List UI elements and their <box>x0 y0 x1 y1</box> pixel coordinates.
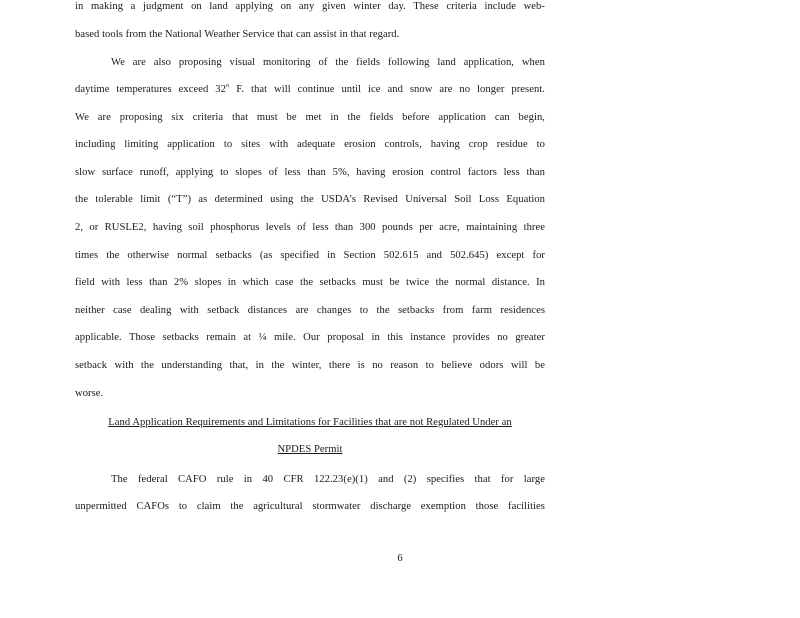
body-line: based tools from the National Weather Service that can assist in that regard. <box>75 29 400 40</box>
section-heading <box>75 443 545 457</box>
body-line: The federal CAFO rule in 40 CFR 122.23(e)(1) and (2) specifies that for large <box>111 474 545 485</box>
body-line: the tolerable limit (“T”) as determined using the USDA’s Revised Universal Soil Loss Equation <box>75 194 545 205</box>
body-line: worse. <box>75 388 104 399</box>
body-line: We are also proposing visual monitoring of the fields following land application, when <box>111 57 545 68</box>
section-heading-line1: Land Application Requirements and Limitations for Facilities that are not Regulated Under an <box>108 417 512 428</box>
body-line: 2, or RUSLE2, having soil phosphorus levels of less than 300 pounds per acre, maintaining three <box>75 222 545 233</box>
body-line: unpermitted CAFOs to claim the agricultural stormwater discharge exemption those facilities <box>75 501 545 512</box>
body-line: times the otherwise normal setbacks (as specified in Section 502.615 and 502.645) except for <box>75 250 545 261</box>
body-line: slow surface runoff, applying to slopes of less than 5%, having erosion control factors less than <box>75 167 545 178</box>
body-line: including limiting application to sites with adequate erosion controls, having crop residue to <box>75 139 545 150</box>
body-line: setback with the understanding that, in the winter, there is no reason to believe odors will be <box>75 360 545 371</box>
temperature-text-rest: F. that will continue until ice and snow are no longer present. <box>229 84 545 95</box>
body-line: neither case dealing with setback distances are changes to the setbacks from farm residences <box>75 305 545 316</box>
body-line: We are proposing six criteria that must be met in the fields before application can begin, <box>75 112 545 123</box>
section-heading-line2: NPDES Permit <box>277 444 343 455</box>
body-line: field with less than 2% slopes in which case the setbacks must be twice the normal distance. In <box>75 277 545 288</box>
page-number: 6 <box>397 553 403 564</box>
body-line <box>75 83 545 97</box>
temperature-text: daytime temperatures exceed 32 <box>75 84 226 95</box>
body-line: applicable. Those setbacks remain at ¼ mile. Our proposal in this instance provides no greater <box>75 332 545 343</box>
section-heading <box>75 416 545 430</box>
degree-superscript: o <box>226 82 230 89</box>
body-line: in making a judgment on land applying on any given winter day. These criteria include web- <box>75 1 545 12</box>
